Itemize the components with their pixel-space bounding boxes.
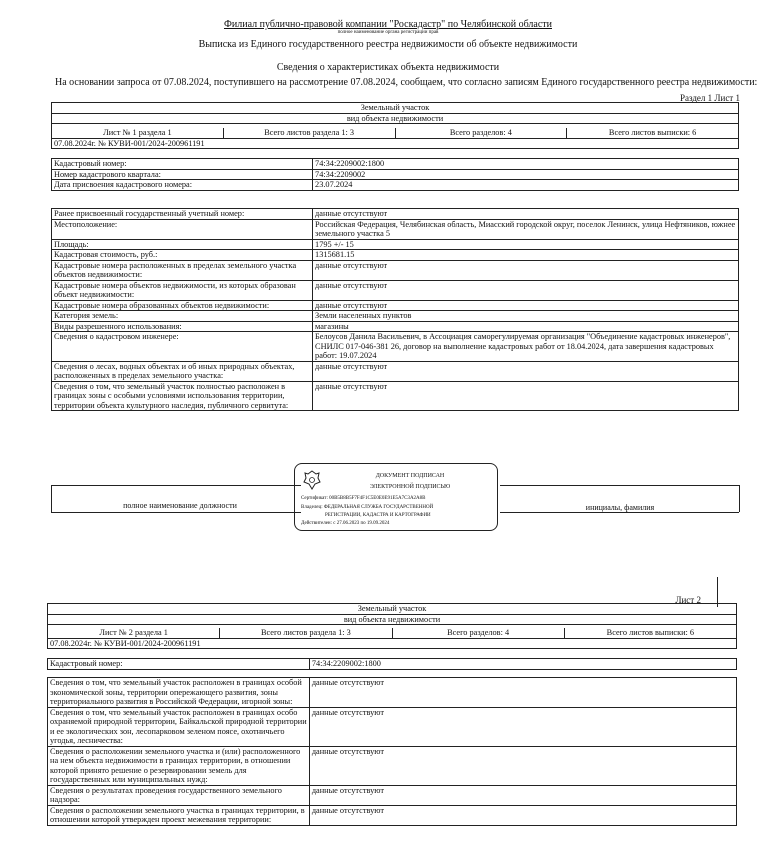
property-field-row [52, 381, 739, 411]
total-sheets: Всего листов выписки: 6 [567, 128, 739, 138]
sheet2-cad-value: 74:34:2209002:1800 [309, 659, 736, 670]
sheet2-field-label: Сведения о результатах проведения государственного земельного надзора: [48, 785, 310, 805]
sheet2-total-sections: Всего разделов: 4 [392, 628, 564, 638]
sheet2-sheet-number: Лист № 2 раздела 1 [48, 628, 220, 638]
stamp-validity: Действителен: с 27.06.2023 по 19.09.2024 [301, 521, 390, 526]
position-label: полное наименование должности [123, 501, 237, 510]
sheet2-label: Лист 2 [675, 595, 701, 605]
sheet2-field-value: данные отсутствуют [309, 746, 736, 785]
sheet2-doc-number: 07.08.2024г. № КУВИ-001/2024-200961191 [48, 638, 737, 649]
property-field-label: Кадастровые номера расположенных в пределах земельного участка объектов недвижимости: [52, 260, 313, 280]
property-field-value: Белоусов Данила Васильевич, в Ассоциация саморегулируемая организация "Объединение кадастровых инженеров", СНИЛС 017-046-381 26, договор на выполнение кадастровых работ от 18.04.2024, дата завершения кадастровых работ: 19.07.2024 [313, 332, 739, 362]
property-field-label: Кадастровые номера образованных объектов недвижимости: [52, 300, 313, 311]
property-field-row [52, 361, 739, 381]
property-field-label: Кадастровая стоимость, руб.: [52, 250, 313, 261]
total-sections: Всего разделов: 4 [395, 128, 567, 138]
property-field-value: Российская Федерация, Челябинская область, Миасский городской округ, поселок Ленинск, улица Нефтяников, южнее земельного участка 5 [313, 219, 739, 239]
sheet2-field-row [48, 785, 737, 805]
property-field-value: данные отсутствуют [313, 209, 739, 220]
emblem-icon [303, 470, 321, 490]
stamp-owner-continued: РЕГИСТРАЦИИ, КАДАСТРА И КАРТОГРАФИИ [325, 513, 431, 518]
sheet2-field-value: данные отсутствуют [309, 678, 736, 708]
property-field-label: Сведения о кадастровом инженере: [52, 332, 313, 362]
doc-number: 07.08.2024г. № КУВИ-001/2024-200961191 [52, 138, 739, 149]
property-field-row [52, 239, 739, 250]
property-field-value: магазины [313, 321, 739, 332]
org-name: Филиал публично-правовой компании "Роскадастр" по Челябинской области [223, 19, 552, 30]
org-note: полное наименование органа регистрации прав [337, 30, 439, 35]
property-field-value: данные отсутствуют [313, 280, 739, 300]
sheet2-cad-label: Кадастровый номер: [48, 659, 310, 670]
sheet2-field-label: Сведения о расположении земельного участка и (или) расположенного на нем объекта недвижимости в границах территории, в отношении которой принято решение о резервировании земель для государственных или муниципальных нужд: [48, 746, 310, 785]
id-field-label: Номер кадастрового квартала: [52, 169, 313, 180]
property-field-label: Ранее присвоенный государственный учетный номер: [52, 209, 313, 220]
sheet2-field-label: Сведения о том, что земельный участок расположен в границах особо охраняемой природной территории, Байкальской природной территории и ее экологических зон, лесопарковом зеленом поясе, охотничьего угодья, лесничества: [48, 707, 310, 746]
name-label: инициалы, фамилия [585, 503, 655, 512]
sheet2-cad-table [47, 658, 737, 670]
id-field-row [52, 169, 739, 180]
property-field-row [52, 332, 739, 362]
basis-text: На основании запроса от 07.08.2024, поступившего на рассмотрение 07.08.2024, сообщаем, что согласно записям Единого государственного реестра недвижимости: [55, 77, 758, 88]
doc-title: Выписка из Единого государственного реестра недвижимости об объекте недвижимости [198, 39, 578, 50]
property-field-row [52, 260, 739, 280]
stamp-title: ДОКУМЕНТ ПОДПИСАН [375, 473, 445, 479]
id-field-value: 74:34:2209002 [313, 169, 739, 180]
property-field-row [52, 311, 739, 322]
object-type-note: вид объекта недвижимости [52, 113, 739, 124]
sheet2-header-table [47, 603, 737, 649]
property-field-label: Сведения о том, что земельный участок полностью расположен в границах зоны с особыми условиями использования территории, территории объекта культурного наследия, публичного сервитута: [52, 381, 313, 411]
id-field-row [52, 180, 739, 191]
sheet1-header-table [51, 102, 739, 149]
id-field-value: 74:34:2209002:1800 [313, 159, 739, 170]
property-field-row [52, 250, 739, 261]
sheet1-id-table [51, 158, 739, 191]
property-field-row [52, 209, 739, 220]
sheet2-object-type: Земельный участок [48, 604, 737, 615]
sheet2-object-type-note: вид объекта недвижимости [48, 614, 737, 625]
property-field-row [52, 300, 739, 311]
property-field-label: Площадь: [52, 239, 313, 250]
object-type: Земельный участок [52, 103, 739, 114]
sheet2-field-value: данные отсутствуют [309, 805, 736, 825]
property-field-value: данные отсутствуют [313, 260, 739, 280]
property-field-row [52, 219, 739, 239]
property-field-value: данные отсутствуют [313, 381, 739, 411]
sheet2-field-row [48, 746, 737, 785]
id-field-value: 23.07.2024 [313, 180, 739, 191]
id-field-label: Дата присвоения кадастрового номера: [52, 180, 313, 191]
sheet1-main-table [51, 208, 739, 411]
stamp-certificate: Сертификат: 00B5B8B5F7F4F1C5E0E0E91E5A7C3A2A8B [301, 496, 426, 501]
sheet2-field-row [48, 678, 737, 708]
id-field-row [52, 159, 739, 170]
stamp-owner: Владелец: ФЕДЕРАЛЬНАЯ СЛУЖБА ГОСУДАРСТВЕННОЙ [301, 505, 434, 510]
sheet2-main-table [47, 677, 737, 826]
property-field-label: Виды разрешенного использования: [52, 321, 313, 332]
property-field-label: Местоположение: [52, 219, 313, 239]
property-field-value: данные отсутствуют [313, 300, 739, 311]
property-field-label: Сведения о лесах, водных объектах и об иных природных объектах, расположенных в пределах земельного участка: [52, 361, 313, 381]
sheet2-field-label: Сведения о расположении земельного участка в границах территории, в отношении которой утвержден проект межевания территории: [48, 805, 310, 825]
stamp-subtitle: ЭЛЕКТРОННОЙ ПОДПИСЬЮ [369, 484, 451, 490]
sheet2-field-row [48, 707, 737, 746]
property-field-label: Кадастровые номера объектов недвижимости, из которых образован объект недвижимости: [52, 280, 313, 300]
sheet2-field-row [48, 805, 737, 825]
property-field-label: Категория земель: [52, 311, 313, 322]
property-field-row [52, 280, 739, 300]
sheet2-field-label: Сведения о том, что земельный участок расположен в границах особой экономической зоны, территории опережающего развития, зоны территориального развития в Российской Федерации, игорной зоны: [48, 678, 310, 708]
property-field-row [52, 321, 739, 332]
sheet-number: Лист № 1 раздела 1 [52, 128, 224, 138]
sheet2-total-sheets: Всего листов выписки: 6 [564, 628, 736, 638]
property-field-value: Земли населенных пунктов [313, 311, 739, 322]
sheet1-section-label: Раздел 1 Лист 1 [679, 93, 740, 103]
sheet2-total-section-sheets: Всего листов раздела 1: 3 [220, 628, 392, 638]
property-field-value: 1795 +/- 15 [313, 239, 739, 250]
e-signature-stamp [294, 463, 498, 531]
total-section-sheets: Всего листов раздела 1: 3 [223, 128, 395, 138]
section-title: Сведения о характеристиках объекта недвижимости [276, 62, 500, 73]
id-field-label: Кадастровый номер: [52, 159, 313, 170]
property-field-value: 1315681.15 [313, 250, 739, 261]
sheet2-field-value: данные отсутствуют [309, 707, 736, 746]
sheet2-field-value: данные отсутствуют [309, 785, 736, 805]
property-field-value: данные отсутствуют [313, 361, 739, 381]
